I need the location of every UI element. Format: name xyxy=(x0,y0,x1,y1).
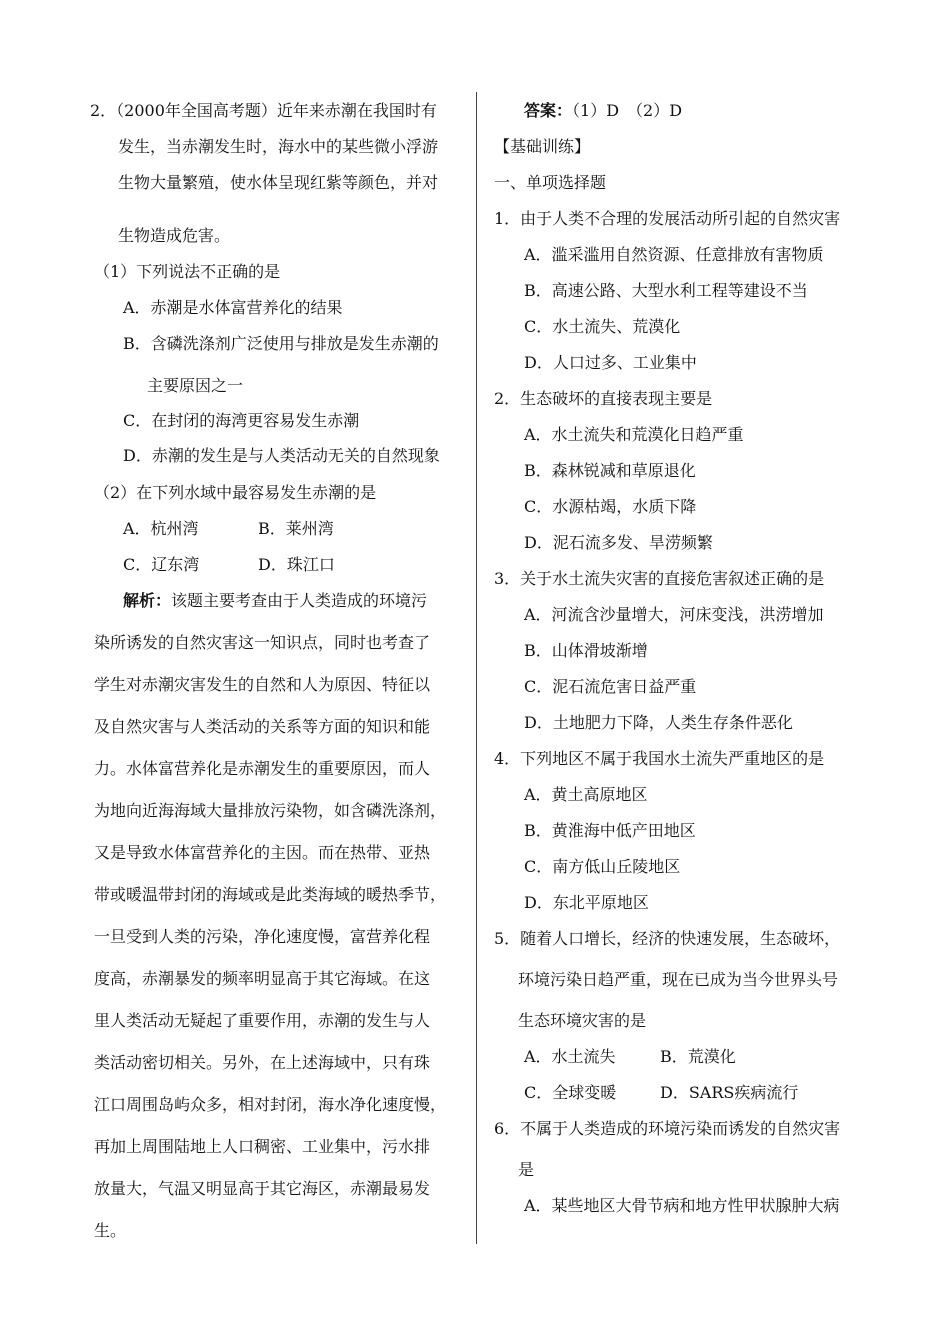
analysis-line: 学生对赤潮灾害发生的自然和人为原因、特征以 xyxy=(94,675,431,694)
question-4: 4．下列地区不属于我国水土流失严重地区的是 xyxy=(494,749,825,768)
question-3-option-a: A．河流含沙量增大，河床变浅，洪涝增加 xyxy=(524,605,824,624)
question-3-option-b: B．山体滑坡渐增 xyxy=(524,641,648,660)
subquestion-2: （2）在下列水域中最容易发生赤潮的是 xyxy=(94,483,377,502)
question-5-option-c: C．全球变暖 xyxy=(524,1083,617,1102)
subquestion-1-option-c: C．在封闭的海湾更容易发生赤潮 xyxy=(123,411,360,430)
section-heading: 【基础训练】 xyxy=(494,137,591,156)
answer-line xyxy=(524,101,682,121)
question-1: 1．由于人类不合理的发展活动所引起的自然灾害 xyxy=(494,209,841,228)
subquestion-2-option-c: C．辽东湾 xyxy=(123,555,200,574)
question-2-option-a: A．水土流失和荒漠化日趋严重 xyxy=(524,425,744,444)
subquestion-2-option-a: A．杭州湾 xyxy=(123,519,199,538)
analysis-line: 江口周围岛屿众多，相对封闭，海水净化速度慢， xyxy=(94,1095,447,1114)
question-1-option-b: B．高速公路、大型水利工程等建设不当 xyxy=(524,281,808,300)
analysis-line: 一旦受到人类的污染，净化速度慢，富营养化程 xyxy=(94,927,431,946)
subquestion-2-option-b: B．莱州湾 xyxy=(258,519,334,538)
subquestion-1: （1）下列说法不正确的是 xyxy=(94,262,281,281)
analysis-line: 力。水体富营养化是赤潮发生的重要原因，而人 xyxy=(94,759,431,778)
question-5-line-2: 环境污染日趋严重，现在已成为当今世界头号 xyxy=(518,970,839,989)
analysis-text-1: 该题主要考查由于人类造成的环境污 xyxy=(171,591,428,610)
question-2-line-3: 生物大量繁殖，使水体呈现红紫等颜色，并对 xyxy=(118,173,439,192)
analysis-line: 又是导致水体富营养化的主因。而在热带、亚热 xyxy=(94,843,431,862)
question-1-option-c: C．水土流失、荒漠化 xyxy=(524,317,681,336)
question-2: 2．生态破坏的直接表现主要是 xyxy=(494,389,713,408)
question-5-option-a: A．水土流失 xyxy=(524,1047,616,1066)
question-1-option-d: D．人口过多、工业集中 xyxy=(524,353,697,372)
question-5-line-1: 5．随着人口增长，经济的快速发展，生态破坏， xyxy=(494,929,841,948)
analysis-line: 生。 xyxy=(94,1221,127,1240)
question-6-option-a: A．某些地区大骨节病和地方性甲状腺肿大病 xyxy=(524,1196,840,1215)
question-2-option-c: C．水源枯竭，水质下降 xyxy=(524,497,697,516)
analysis-line: 染所诱发的自然灾害这一知识点，同时也考查了 xyxy=(94,633,431,652)
answer-label: 答案： xyxy=(524,101,573,120)
question-2-line-4: 生物造成危害。 xyxy=(118,226,231,245)
question-2-option-b: B．森林锐减和草原退化 xyxy=(524,461,696,480)
question-4-option-b: B．黄淮海中低产田地区 xyxy=(524,821,696,840)
question-5-line-3: 生态环境灾害的是 xyxy=(518,1011,647,1030)
question-6-line-1: 6．不属于人类造成的环境污染而诱发的自然灾害 xyxy=(494,1119,841,1138)
question-1-option-a: A．滥采滥用自然资源、任意排放有害物质 xyxy=(524,245,824,264)
question-6-line-2: 是 xyxy=(518,1160,535,1179)
subquestion-2-option-d: D．珠江口 xyxy=(258,555,335,574)
question-2-line-1: 2．（2000年全国高考题）近年来赤潮在我国时有 xyxy=(90,101,437,120)
analysis-first-line xyxy=(123,591,427,611)
subquestion-1-option-b-line-1: B．含磷洗涤剂广泛使用与排放是发生赤潮的 xyxy=(123,334,439,353)
question-5-option-d: D．SARS疾病流行 xyxy=(660,1083,799,1102)
subquestion-1-option-a: A．赤潮是水体富营养化的结果 xyxy=(123,298,343,317)
analysis-line: 度高，赤潮暴发的频率明显高于其它海域。在这 xyxy=(94,969,431,988)
question-4-option-d: D．东北平原地区 xyxy=(524,893,649,912)
part-heading: 一、单项选择题 xyxy=(494,173,607,192)
question-3-option-d: D．土地肥力下降，人类生存条件恶化 xyxy=(524,713,793,732)
analysis-line: 及自然灾害与人类活动的关系等方面的知识和能 xyxy=(94,717,431,736)
answer-value: （1）D （2）D xyxy=(572,101,683,120)
column-divider xyxy=(476,92,477,1244)
analysis-line: 里人类活动无疑起了重要作用，赤潮的发生与人 xyxy=(94,1011,431,1030)
analysis-line: 为地向近海海域大量排放污染物，如含磷洗涤剂， xyxy=(94,801,447,820)
question-4-option-c: C．南方低山丘陵地区 xyxy=(524,857,681,876)
question-2-option-d: D．泥石流多发、旱涝频繁 xyxy=(524,533,713,552)
question-3: 3．关于水土流失灾害的直接危害叙述正确的是 xyxy=(494,569,825,588)
subquestion-1-option-d: D．赤潮的发生是与人类活动无关的自然现象 xyxy=(123,446,440,465)
question-4-option-a: A．黄土高原地区 xyxy=(524,785,648,804)
question-3-option-c: C．泥石流危害日益严重 xyxy=(524,677,697,696)
question-5-option-b: B．荒漠化 xyxy=(660,1047,736,1066)
question-2-line-2: 发生，当赤潮发生时，海水中的某些微小浮游 xyxy=(118,137,439,156)
analysis-line: 类活动密切相关。另外，在上述海域中，只有珠 xyxy=(94,1053,431,1072)
analysis-line: 放量大，气温又明显高于其它海区，赤潮最易发 xyxy=(94,1179,431,1198)
analysis-label: 解析： xyxy=(123,591,172,610)
analysis-line: 带或暖温带封闭的海域或是此类海域的暖热季节， xyxy=(94,885,447,904)
subquestion-1-option-b-line-2: 主要原因之一 xyxy=(147,376,244,395)
analysis-line: 再加上周围陆地上人口稠密、工业集中，污水排 xyxy=(94,1137,431,1156)
